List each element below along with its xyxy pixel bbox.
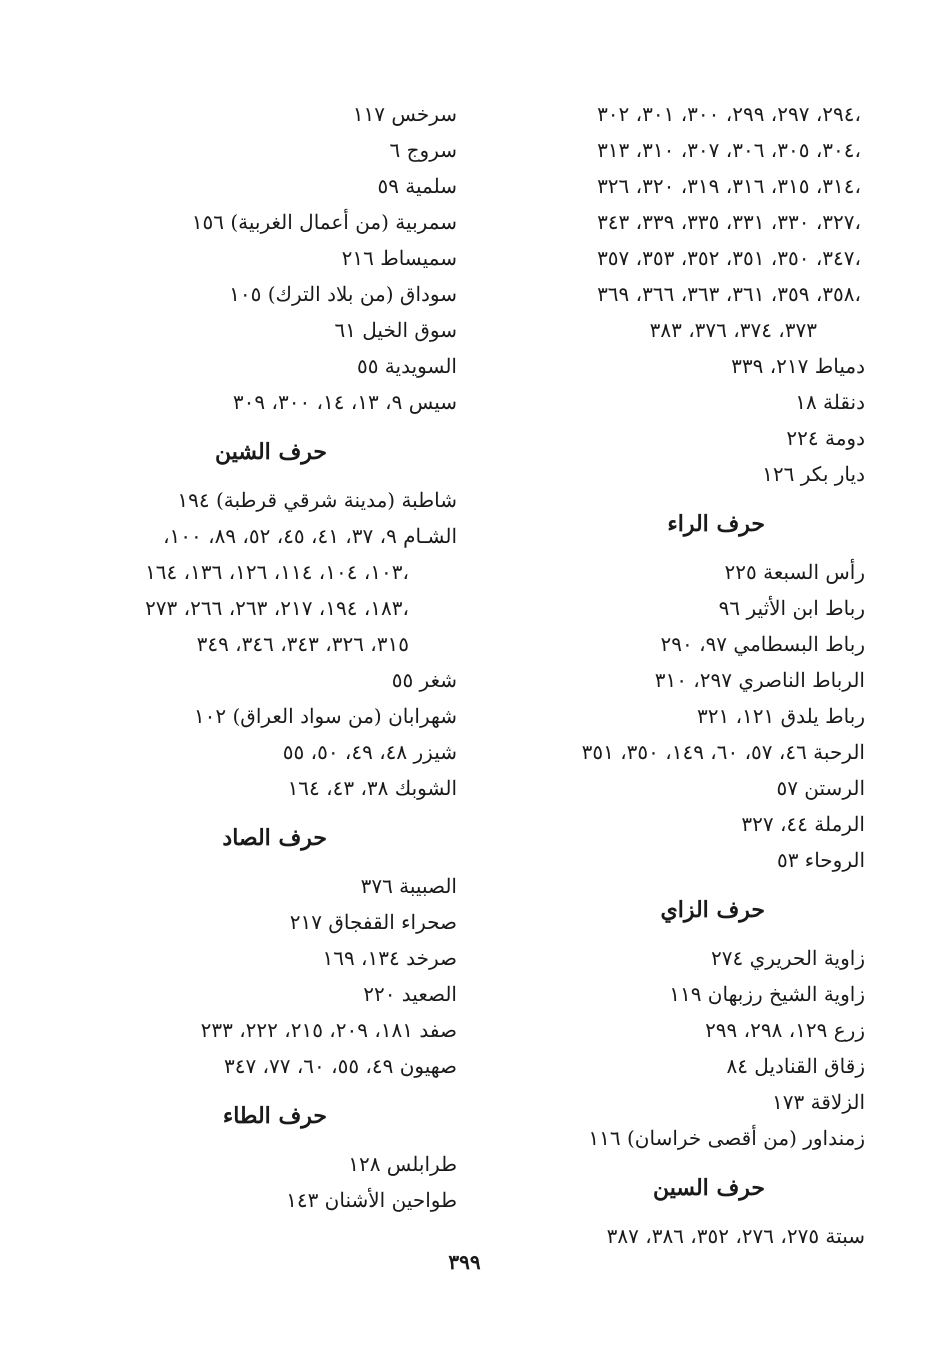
sin-entries-continued — [37, 96, 457, 420]
section-heading-zay: حرف الزاي — [660, 897, 765, 923]
continued-index-lines — [445, 96, 865, 348]
section-heading-sad: حرف الصاد — [222, 825, 327, 851]
index-entry: رباط يلدق ١٢١، ٣٢١ — [696, 704, 865, 728]
index-entry: الصبيبة ٣٧٦ — [360, 874, 457, 898]
index-entry: السويدية ٥٥ — [356, 354, 457, 378]
index-line: ١٠٣، ١٠٤، ١١٤، ١٢٦، ١٣٦، ١٦٤، — [145, 560, 409, 584]
index-line: ٣٧٣، ٣٧٤، ٣٧٦، ٣٨٣ — [649, 318, 817, 342]
zay-entries — [445, 940, 865, 1156]
page-number: ٣٩٩ — [448, 1250, 481, 1274]
index-line: ٣٥٨، ٣٥٩، ٣٦١، ٣٦٣، ٣٦٦، ٣٦٩، — [597, 282, 861, 306]
index-line: ٣٠٤، ٣٠٥، ٣٠٦، ٣٠٧، ٣١٠، ٣١٣، — [597, 138, 861, 162]
ta-entries — [37, 1146, 457, 1218]
index-entry: رباط البسطامي ٩٧، ٢٩٠ — [660, 632, 865, 656]
right-column — [445, 96, 865, 1254]
index-entry: زقاق القناديل ٨٤ — [726, 1054, 865, 1078]
index-entry: طرابلس ١٢٨ — [348, 1152, 457, 1176]
index-entry: دنقلة ١٨ — [795, 390, 865, 414]
sin-entries-start — [445, 1218, 865, 1254]
index-entry: الرملة ٤٤، ٣٢٧ — [741, 812, 865, 836]
dal-entries — [445, 348, 865, 492]
index-entry: الرستن ٥٧ — [776, 776, 865, 800]
index-entry: شغر ٥٥ — [391, 668, 457, 692]
index-entry: الرحبة ٤٦، ٥٧، ٦٠، ١٤٩، ٣٥٠، ٣٥١ — [581, 740, 865, 764]
index-entry: زمنداور (من أقصى خراسان) ١١٦ — [588, 1126, 865, 1150]
index-entry: زاوية الحريري ٢٧٤ — [711, 946, 865, 970]
index-entry-sham: الشـام ٩، ٣٧، ٤١، ٤٥، ٥٢، ٨٩، ١٠٠، — [163, 524, 457, 548]
index-entry: الزلاقة ١٧٣ — [772, 1090, 865, 1114]
ra-entries — [445, 554, 865, 878]
index-entry: سرخس ١١٧ — [352, 102, 457, 126]
index-entry: زاوية الشيخ رزبهان ١١٩ — [669, 982, 865, 1006]
index-entry: دومة ٢٢٤ — [786, 426, 865, 450]
section-heading-ra: حرف الراء — [667, 511, 765, 537]
index-entry: صرخد ١٣٤، ١٦٩ — [322, 946, 457, 970]
index-entry: سبتة ٢٧٥، ٢٧٦، ٣٥٢، ٣٨٦، ٣٨٧ — [606, 1224, 865, 1248]
index-entry: الرباط الناصري ٢٩٧، ٣١٠ — [654, 668, 865, 692]
index-entry: سوق الخيل ٦١ — [334, 318, 457, 342]
index-entry: زرع ١٢٩، ٢٩٨، ٢٩٩ — [705, 1018, 865, 1042]
index-entry: ديار بكر ١٢٦ — [762, 462, 865, 486]
index-line: ٣١٤، ٣١٥، ٣١٦، ٣١٩، ٣٢٠، ٣٢٦، — [597, 174, 861, 198]
index-line: ٣٢٧، ٣٣٠، ٣٣١، ٣٣٥، ٣٣٩، ٣٤٣، — [597, 210, 861, 234]
index-entry: رأس السبعة ٢٢٥ — [724, 560, 865, 584]
index-entry: رباط ابن الأثير ٩٦ — [718, 596, 865, 620]
index-line: ١٨٣، ١٩٤، ٢١٧، ٢٦٣، ٢٦٦، ٢٧٣، — [145, 596, 409, 620]
index-entry: سيس ٩، ١٣، ١٤، ٣٠٠، ٣٠٩ — [232, 390, 457, 414]
index-entry: شهرابان (من سواد العراق) ١٠٢ — [193, 704, 457, 728]
index-line: ٣١٥، ٣٢٦، ٣٤٣، ٣٤٦، ٣٤٩ — [196, 632, 409, 656]
index-entry: شيزر ٤٨، ٤٩، ٥٠، ٥٥ — [282, 740, 457, 764]
index-line: ٢٩٤، ٢٩٧، ٢٩٩، ٣٠٠، ٣٠١، ٣٠٢، — [597, 102, 861, 126]
index-entry: سوداق (من بلاد الترك) ١٠٥ — [229, 282, 457, 306]
index-entry: الصعيد ٢٢٠ — [363, 982, 457, 1006]
index-entry: سروج ٦ — [389, 138, 457, 162]
index-entry: دمياط ٢١٧، ٣٣٩ — [731, 354, 865, 378]
index-entry: سلمية ٥٩ — [377, 174, 457, 198]
left-column — [37, 96, 457, 1218]
index-entry: سمربية (من أعمال الغربية) ١٥٦ — [191, 210, 457, 234]
index-entry: صفد ١٨١، ٢٠٩، ٢١٥، ٢٢٢، ٢٣٣ — [200, 1018, 457, 1042]
shin-entries — [37, 482, 457, 806]
section-heading-shin: حرف الشين — [214, 439, 327, 465]
sad-entries — [37, 868, 457, 1084]
index-entry: سميساط ٢١٦ — [341, 246, 457, 270]
index-entry: الروحاء ٥٣ — [776, 848, 865, 872]
index-entry: الشوبك ٣٨، ٤٣، ١٦٤ — [287, 776, 457, 800]
index-entry: طواحين الأشنان ١٤٣ — [286, 1188, 457, 1212]
index-entry: شاطبة (مدينة شرقي قرطبة) ١٩٤ — [177, 488, 457, 512]
section-heading-sin: حرف السين — [652, 1175, 765, 1201]
section-heading-ta: حرف الطاء — [222, 1103, 327, 1129]
index-entry: صحراء القفجاق ٢١٧ — [289, 910, 457, 934]
index-entry: صهيون ٤٩، ٥٥، ٦٠، ٧٧، ٣٤٧ — [223, 1054, 457, 1078]
index-line: ٣٤٧، ٣٥٠، ٣٥١، ٣٥٢، ٣٥٣، ٣٥٧، — [597, 246, 861, 270]
